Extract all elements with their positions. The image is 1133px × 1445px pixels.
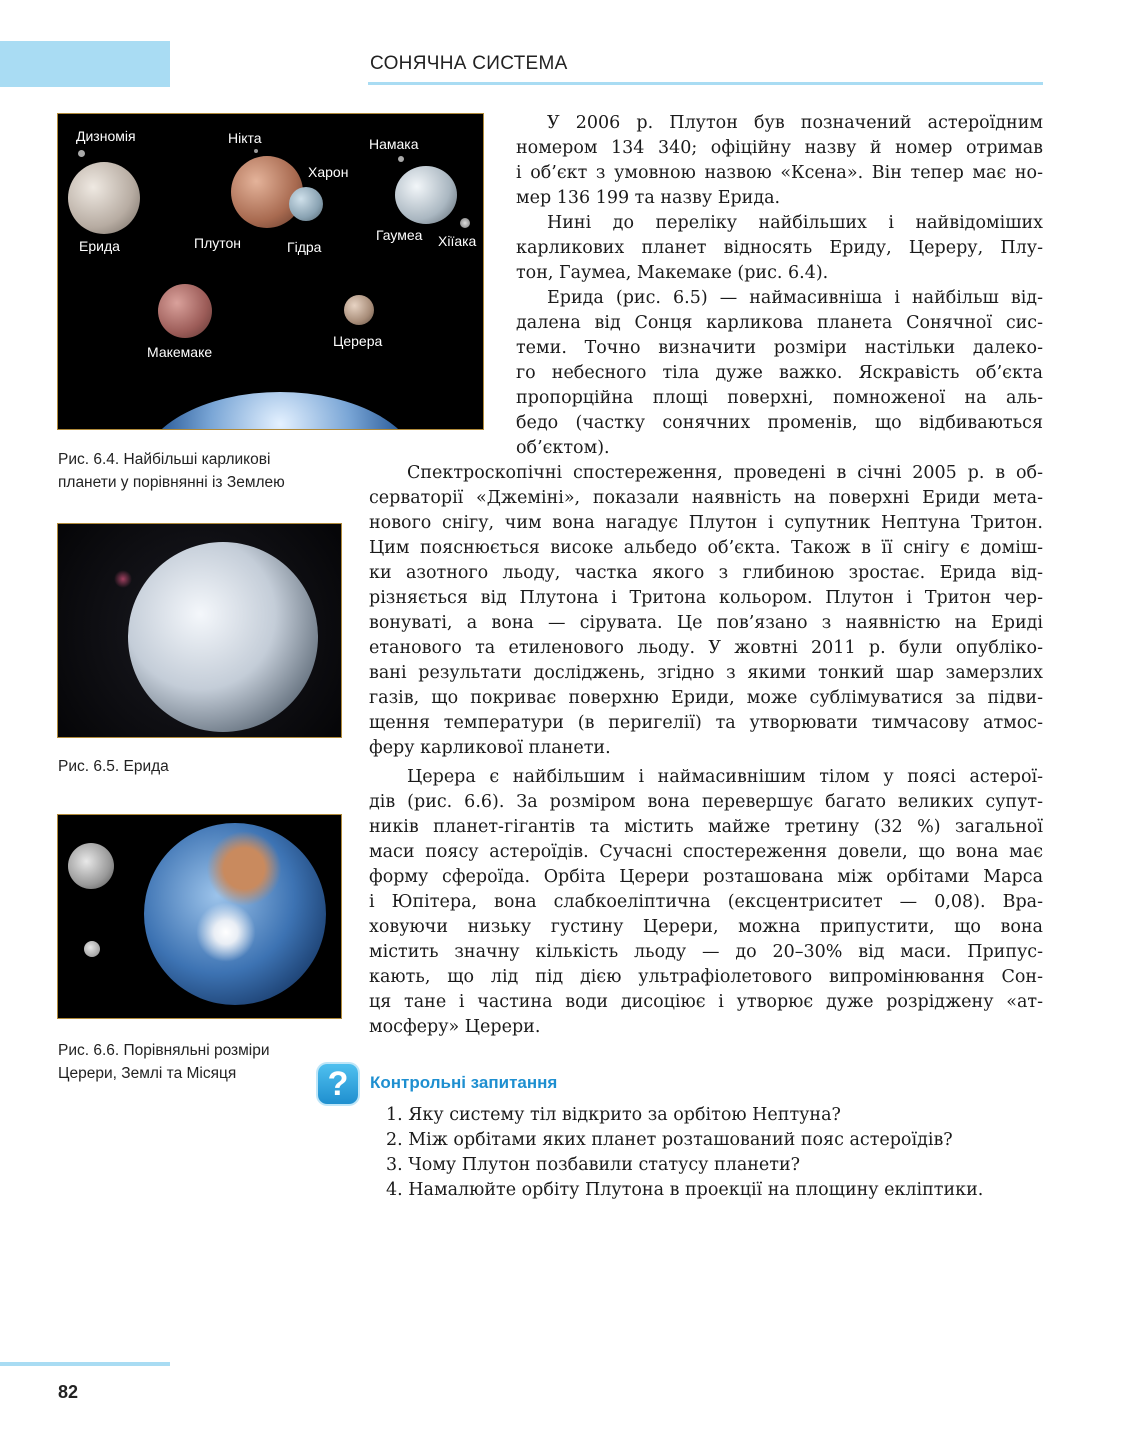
header-rule <box>368 82 1043 85</box>
text-line: ників планет-гігантів та містить майже третину (32 %) загальної <box>369 817 1043 837</box>
paragraph-spectroscopy <box>369 461 1043 761</box>
moon-nix-image <box>254 149 258 153</box>
ceres-image <box>84 941 100 957</box>
text-line: об’єктом). <box>516 438 610 458</box>
text-line: етанового та етиленового льоду. У жовтні 2011 р. були опубліко- <box>369 638 1043 658</box>
paragraph-ceres <box>369 765 1043 1040</box>
text-line: маси поясу астероїдів. Сучасні спостереження довели, що вона має <box>369 842 1043 862</box>
text-line: Ерида (рис. 6.5) — наймасивніша і найбільш від- <box>547 288 1043 308</box>
text-line: карликових планет відносять Ериду, Цереру, Плу- <box>516 238 1043 258</box>
text-line: вонуваті, а вона — сірувата. Це пов’язано з наявністю на Ериді <box>369 613 1043 633</box>
questions-title: Контрольні запитання <box>370 1073 558 1092</box>
text-line: далена від Сонця карликова планета Сонячної сис- <box>516 313 1043 333</box>
label-makemake: Макемаке <box>147 344 213 360</box>
label-eris: Ерида <box>79 238 120 254</box>
figure-ceres-earth-moon <box>57 814 342 1019</box>
text-line: го небесного тіла дуже важко. Яскравість об’єкта <box>516 363 1043 383</box>
text-line: кають, що лід під дією ультрафіолетового випромінювання Сон- <box>369 967 1043 987</box>
text-line: Церера є найбільшим і наймасивнішим тілом у поясі астерої- <box>407 767 1043 787</box>
paragraph-pluto-number <box>516 111 1043 211</box>
moon-charon-image <box>289 187 323 221</box>
question-mark-icon: ? <box>318 1064 358 1104</box>
nebula-glow <box>114 570 132 588</box>
text-line: і Юпітера, вона слабкоеліптична (ексцентриситет — 0,08). Вра- <box>369 892 1043 912</box>
label-haumea: Гаумеа <box>376 227 423 243</box>
figure-6-4-caption <box>58 448 285 494</box>
label-charon: Харон <box>308 164 349 180</box>
planet-makemake-image <box>158 284 212 338</box>
caption-line: Рис. 6.6. Порівняльні розміри <box>58 1042 270 1059</box>
text-line: ки азотного льоду, частка якого з глибиною зростає. Ерида від- <box>369 563 1043 583</box>
text-line: форму сфероїда. Орбіта Церери розташована між орбітами Марса <box>369 867 1043 887</box>
question-item: 3. Чому Плутон позбавили статусу планети? <box>386 1155 801 1175</box>
moon-namaka-image <box>398 156 404 162</box>
text-line: теми. Точно визначити розміри настільки далеко- <box>516 338 1043 358</box>
label-ceres: Церера <box>333 333 383 349</box>
text-line: пропорційна площі поверхні, помноженої на аль- <box>516 388 1043 408</box>
question-item: 1. Яку систему тіл відкрито за орбітою Нептуна? <box>386 1105 841 1125</box>
text-line: і об’єкт з умовною назвою «Ксена». Він тепер має но- <box>516 163 1043 183</box>
text-line: нового снігу, чим вона нагадує Плутон і супутник Нептуна Тритон. <box>369 513 1043 533</box>
text-line: Цим пояснюється високе альбедо об’єкта. Також в її снігу є доміш- <box>369 538 1043 558</box>
eris-image <box>128 542 318 732</box>
moon-image <box>68 843 114 889</box>
text-line: серваторії «Джеміні», показали наявність на поверхні Ериди мета- <box>369 488 1043 508</box>
text-line: ця тане і частина води дисоціює і утворює дуже розріджену «ат- <box>369 992 1043 1012</box>
footer-rule <box>0 1362 170 1366</box>
paragraph-eris <box>516 286 1043 461</box>
text-line: дів (рис. 6.6). За розміром вона перевершує багато великих супут- <box>369 792 1043 812</box>
figure-eris <box>57 523 342 738</box>
text-line: бедо (частку сонячних променів, що відбиваються <box>516 413 1043 433</box>
caption-line: Церери, Землі та Місяця <box>58 1065 237 1082</box>
label-hiiaka: Хіїака <box>438 233 477 249</box>
text-line: феру карликової планети. <box>369 738 611 758</box>
text-line: Нині до переліку найбільших і найвідоміших <box>547 213 1043 233</box>
label-hydra: Гідра <box>287 239 322 255</box>
figure-6-5-caption: Рис. 6.5. Ерида <box>58 758 169 775</box>
label-dysnomia: Дизномія <box>76 128 136 144</box>
figure-dwarf-planets <box>57 113 484 430</box>
caption-line: Рис. 6.4. Найбільші карликові <box>58 451 271 468</box>
moon-hiiaka-image <box>460 218 470 228</box>
text-line: номером 134 340; офіційну назву й номер отримав <box>516 138 1043 158</box>
earth-limb-image <box>140 392 420 430</box>
question-item: 4. Намалюйте орбіту Плутона в проекції на площину екліптики. <box>386 1180 984 1200</box>
question-item: 2. Між орбітами яких планет розташований пояс астероїдів? <box>386 1130 953 1150</box>
section-title: СОНЯЧНА СИСТЕМА <box>370 53 568 74</box>
planet-ceres-image <box>344 295 374 325</box>
text-line: щення температури (в перигелії) та утворювати тимчасову атмос- <box>369 713 1043 733</box>
page-number: 82 <box>58 1382 79 1402</box>
earth-image <box>144 823 326 1005</box>
text-line: різняється від Плутона і Тритона кольором. Плутон і Тритон чер- <box>369 588 1043 608</box>
label-pluto: Плутон <box>194 235 242 251</box>
paragraph-dwarf-list <box>516 211 1043 286</box>
label-nix: Нікта <box>228 130 262 146</box>
text-line: мосферу» Церери. <box>369 1017 541 1037</box>
text-line: Спектроскопічні спостереження, проведені в січні 2005 р. в об- <box>407 463 1043 483</box>
moon-dysnomia-image <box>78 150 85 157</box>
label-namaka: Намака <box>369 136 419 152</box>
text-line: мер 136 199 та назву Ерида. <box>516 188 781 208</box>
figure-6-6-caption <box>58 1039 270 1085</box>
text-line: містить значну кількість льоду — до 20–30% від маси. Припус- <box>369 942 1043 962</box>
text-line: газів, що покриває поверхню Ериди, може сублімуватися за підви- <box>369 688 1043 708</box>
text-line: ховуючи низьку густину Церери, можна припустити, що вона <box>369 917 1043 937</box>
header-accent-block <box>0 41 170 87</box>
text-line: тон, Гаумеа, Макемаке (рис. 6.4). <box>516 263 829 283</box>
caption-line: планети у порівнянні із Землею <box>58 474 285 491</box>
text-line: вані результати досліджень, згідно з якими тонкий шар замерзлих <box>369 663 1043 683</box>
text-line: У 2006 р. Плутон був позначений астероїдним <box>547 113 1043 133</box>
planet-haumea-image <box>395 166 457 224</box>
planet-eris-image <box>68 162 140 234</box>
